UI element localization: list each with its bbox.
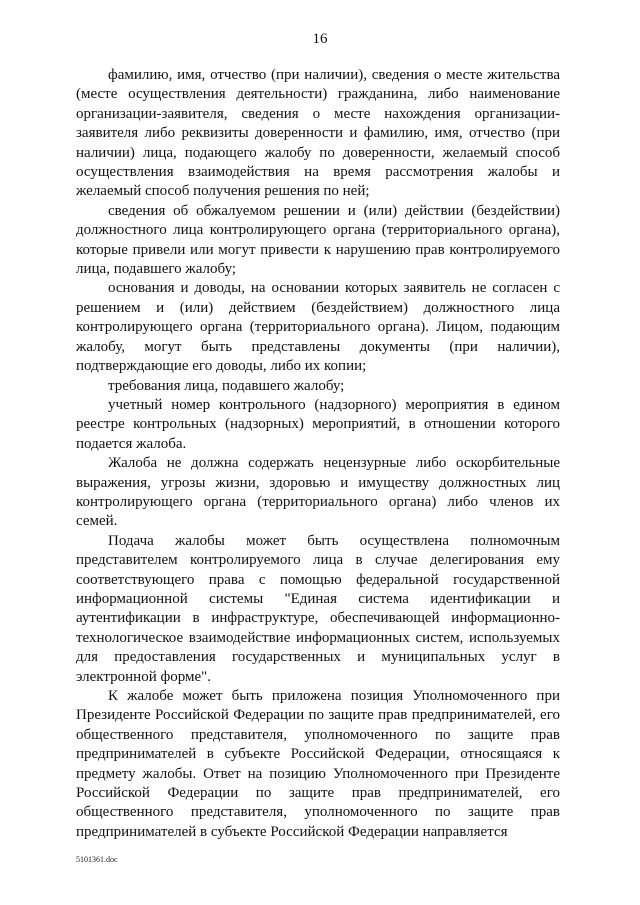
paragraph-representative-filing: Подача жалобы может быть осуществлена полномочным представителем контролируемого лица в случае делегирования ему соответствующего права с помощью федеральной государственной информационной системы "Единая система идентификации и аутентификации в инфраструктуре, обеспечивающей информационно-технологическое взаимодействие информационных систем, используемых для предоставления государственных и муниципальных услуг в электронной форме". bbox=[76, 532, 560, 685]
paragraph-applicant-details: фамилию, имя, отчество (при наличии), сведения о месте жительства (месте осуществления деятельности) гражданина, либо наименование организации-заявителя, сведения о месте нахождения организации-заявителя либо реквизиты доверенности и фамилию, имя, отчество (при наличии) лица, подающего жалобу по доверенности, желаемый способ осуществления взаимодействия на время рассмотрения жалобы и желаемый способ получения решения по ней; bbox=[76, 67, 560, 200]
paragraph-registry-number: учетный номер контрольного (надзорного) мероприятия в едином реестре контрольных (надзорных) мероприятий, в отношении которого подается жалоба. bbox=[76, 396, 560, 452]
page-number: 16 bbox=[312, 31, 328, 47]
document-filename: 5101361.doc bbox=[76, 855, 118, 864]
paragraph-ombudsman-position: К жалобе может быть приложена позиция Уполномоченного при Президенте Российской Федерации по защите прав предпринимателей, его общественного представителя, уполномоченного по защите прав предпринимателей в субъекте Российской Федерации, относящаяся к предмету жалобы. Ответ на позицию Уполномоченного при Президенте Российской Федерации по защите прав предпринимателей, его общественного представителя, уполномоченного по защите прав предпринимателей в субъекте Российской Федерации направляется bbox=[76, 688, 560, 840]
paragraph-content-restrictions: Жалоба не должна содержать нецензурные либо оскорбительные выражения, угрозы жизни, здоровью и имуществу должностных лиц контролирующего органа (территориального органа) либо членов их семей. bbox=[76, 455, 560, 530]
paragraph-requirements: требования лица, подавшего жалобу; bbox=[108, 377, 345, 394]
body-text bbox=[76, 66, 560, 842]
paragraph-grounds: основания и доводы, на основании которых заявитель не согласен с решением и (или) действием (бездействием) должностного лица контролирующего органа (территориального органа). Лицом, подающим жалобу, могут быть представлены документы (при наличии), подтверждающие его доводы, либо их копии; bbox=[76, 280, 560, 375]
paragraph-appealed-decision: сведения об обжалуемом решении и (или) действии (бездействии) должностного лица контролирующего органа (территориального органа), которые привели или могут привести к нарушению прав контролируемого лица, подавшего жалобу; bbox=[76, 202, 560, 278]
